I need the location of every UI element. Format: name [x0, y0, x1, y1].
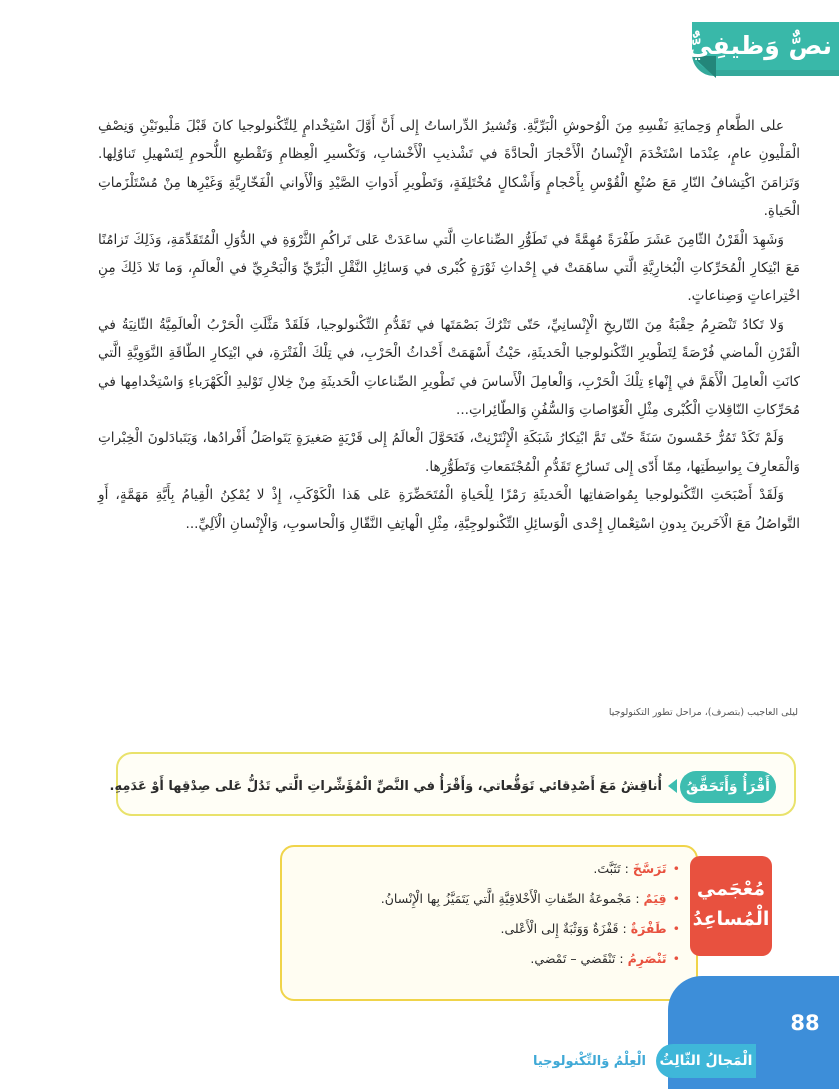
bullet-icon: • — [672, 921, 680, 936]
glossary-term: تَنْصَرِمُ — [627, 951, 667, 966]
glossary-title-line-2: الْمُساعِدُ — [692, 908, 770, 930]
bullet-icon: • — [672, 891, 680, 906]
glossary-definition: تَنْقَضي – تَمْضي. — [530, 951, 616, 966]
glossary-title-badge — [690, 856, 772, 956]
glossary-separator: : — [620, 861, 633, 876]
bullet-icon: • — [672, 951, 680, 966]
article-body — [98, 112, 800, 538]
article-paragraph-4: وَلَمْ تَكَدْ تَمُرُّ خَمْسونَ سَنَةً حَتّى تَمَّ ابْتِكارُ شَبَكَةِ الْإِنْتَرْنِتْ، فَتَحَوَّلَ الْعالَمُ إِلى قَرْيَةٍ صَغيرَةٍ يَتَواصَلُ أَفْرادُها، وَيَتَبادَلونَ الْخِبْراتِ وَالْمَعارِفَ بِواسِطَتِها، مِمّا أَدّى إِلى تَسارُعِ تَقَدُّمِ الْمُجْتَمَعاتِ وَتَطَوُّرِها. — [98, 430, 800, 475]
glossary-term: طَفْرَةٌ — [630, 921, 667, 936]
bullet-icon: • — [672, 861, 680, 876]
article-paragraph-5: وَلَقَدْ أَصْبَحَتِ التِّكْنولوجيا بِمُواصَفاتِها الْحَديثَةِ رَمْزًا لِلْحَياةِ الْمُتَحَضِّرَةِ عَلى هَذا الْكَوْكَبِ، إِذْ لا يُمْكِنُ الْقِيامُ بِأَيَّةِ مَهَمَّةٍ، أَوِ التَّواصُلُ مَعَ الْآخَرينَ بِدونِ اسْتِعْمالِ إِحْدى الْوَسائِلِ التِّكْنولوجِيَّةِ، مِثْلِ الْهاتِفِ النَّقّالِ وَالْحاسوبِ، وَالْإِنْسانِ الْآلِيِّ... — [98, 487, 800, 532]
glossary-separator: : — [615, 951, 628, 966]
activity-instruction: أُناقِشُ مَعَ أَصْدِقائي تَوَقُّعاتي، وَأَقْرَأُ في النَّصِّ الْمُؤَشِّراتِ الَّتي تَدُلُّ عَلى صِدْقِها أَوْ عَدَمِهِ. — [109, 779, 662, 794]
section-title: نصٌّ وَظيفِيٌّ — [687, 31, 832, 60]
glossary-title-line-1: مُعْجَمي — [696, 878, 766, 900]
glossary-definition: مَجْموعَةُ الصِّفاتِ الْأَخْلاقِيَّةِ الَّتي يَتَمَيَّزُ بِها الْإِنْسانُ. — [380, 891, 632, 906]
glossary-list — [300, 854, 680, 974]
page-number: 88 — [790, 1011, 820, 1035]
glossary-term: تَرَسَّخَ — [632, 861, 667, 876]
article-paragraph-3: وَلا تَكادُ تَنْصَرِمُ حِقْبَةٌ مِنَ التّاريخِ الْإِنْسانِيِّ، حَتّى تَتْرُكَ بَصْمَتَها في تَقَدُّمِ التِّكْنولوجيا، فَلَقَدْ مَثَّلَتِ الْحَرْبُ الْعالَمِيَّةُ الثّانِيَةُ في الْقَرْنِ الْماضي فُرْصَةً لِتَطْويرِ التِّكْنولوجيا الْحَديثَةِ، حَيْثُ أَسْهَمَتْ أَحْداثُ الْحَرْبِ، في تِلْكَ الْفَتْرَةِ، في ابْتِكارِ الطّاقَةِ النَّوَوِيَّةِ الَّتي كانَتِ الْعامِلَ الْأَهَمَّ في إِنْهاءِ تِلْكَ الْحَرْبِ، وَالْعامِلَ الْأَساسَ في تَطْويرِ الصِّناعاتِ الْحَديثَةِ مِنْ خِلالِ تَوْليدِ الْكَهْرَباءِ وَاسْتِخْدامِها في مُحَرِّكاتِ النّاقِلاتِ الْكُبْرى مِثْلِ الْغَوّاصاتِ وَالسُّفُنِ وَالطّائِراتِ... — [98, 316, 800, 419]
glossary-item — [300, 884, 680, 914]
source-citation: ليلى العاجيب (بتصرف)، مراحل تطور التكنولوجيا — [608, 707, 798, 718]
activity-label: أَقْرَأُ وَأَتَحَقَّقُ — [680, 771, 776, 803]
glossary-item — [300, 914, 680, 944]
domain-tab: الْمَجالُ الثّالِثُ — [656, 1044, 756, 1078]
article-paragraph-2: وَشَهِدَ الْقَرْنُ الثّامِنَ عَشَرَ طَفْرَةً مُهِمَّةً في تَطَوُّرِ الصِّناعاتِ الَّتي ساعَدَتْ عَلى تَراكُمِ الثَّرْوَةِ في الدُّوَلِ الْمُتَقَدِّمَةِ، وَذَلِكَ تَزامُنًا مَعَ ابْتِكارِ الْمُحَرِّكاتِ الْبُخارِيَّةِ الَّتي ساهَمَتْ في إِحْداثِ ثَوْرَةٍ كُبْرى في وَسائِلِ النَّقْلِ الْبَرِّيِّ وَالْبَحْرِيِّ في الْعالَمِ، وَما تَلا ذَلِكَ مِنِ اخْتِراعاتٍ وَصِناعاتٍ. — [98, 231, 800, 305]
glossary-term: قِيَمٌ — [643, 891, 667, 906]
glossary-definition: قَفْزَةٌ وَوَثْبَةٌ إِلى الْأَعْلى. — [500, 921, 619, 936]
glossary-item — [300, 944, 680, 974]
glossary-separator: : — [631, 891, 644, 906]
glossary-item — [300, 854, 680, 884]
activity-arrow-icon — [668, 779, 677, 793]
article-paragraph-1: على الطَّعامِ وَحِمايَةِ نَفْسِهِ مِنَ الْوُحوشِ الْبَرِّيَّةِ. وَتُشيرُ الدِّراساتُ إِلى أَنَّ أَوَّلَ اسْتِخْدامٍ لِلتِّكْنولوجيا كانَ قَبْلَ مَلْيونَيْنِ وَنِصْفِ الْمَلْيونِ عامٍ، عِنْدَما اسْتَخْدَمَ الْإِنْسانُ الْأَحْجارَ الْحادَّةَ في تَشْذيبِ الْأَخْشابِ، وَتَكْسيرِ الْعِظامِ وَتَقْطيعِ اللُّحومِ لِتَسْهيلِ تَناوُلِها. وَتَزامَنَ اكْتِشافُ النّارِ مَعَ صُنْعِ الْقُوْسِ بِأَحْجامٍ وَأَشْكالٍ مُخْتَلِفَةٍ، وَتَطْويرِ أَدَواتِ الصَّيْدِ وَالْأَواني الْفَخّارِيَّةِ وَغَيْرِها مِنْ مُسْتَلْزَماتِ الْحَياةِ. — [98, 118, 800, 220]
domain-subtitle: الْعِلْمُ وَالتِّكْنولوجيا — [532, 1054, 646, 1069]
glossary-separator: : — [618, 921, 631, 936]
glossary-definition: تَثَبَّتَ. — [593, 861, 621, 876]
